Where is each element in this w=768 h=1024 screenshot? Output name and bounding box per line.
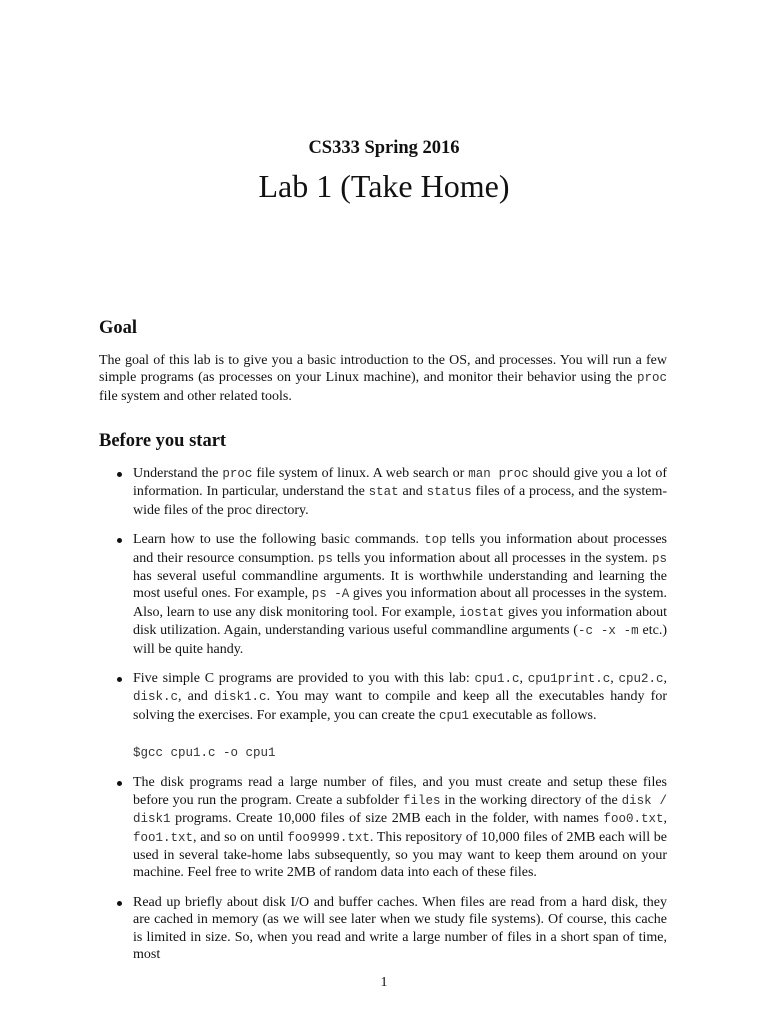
inline-code: proc	[222, 467, 253, 481]
inline-code: cpu1	[438, 708, 469, 723]
course-name: CS333 Spring 2016	[308, 138, 460, 158]
list-item	[117, 774, 667, 881]
list-item-text: files of a process, and the system-wide files of the proc directory.	[133, 484, 667, 518]
inline-code: -c -x -m	[577, 624, 639, 639]
list-item-text: in the working directory of the	[440, 792, 622, 808]
inline-code: foo9999.txt	[287, 830, 370, 845]
list-item-text: , and	[178, 689, 215, 705]
list-item-text: has several useful commandline arguments. It is worthwhile understanding and learning the most useful ones. For example,	[133, 569, 667, 602]
page-number: 1	[380, 975, 388, 990]
command-example: $gcc cpu1.c -o cpu1	[133, 746, 276, 761]
list-item-text: The disk programs read a large number of files, and you must create and setup these files before you run the program. Create a subfolder	[133, 775, 667, 808]
list-item	[117, 894, 667, 964]
goal-text: The goal of this lab is to give you a basic introduction to the OS, and processes. You will run a few simple programs (as processes on your Linux machine), and monitor their behavior using the	[99, 353, 667, 386]
inline-code: files	[403, 793, 441, 808]
inline-code: cpu2.c	[618, 672, 664, 687]
bullet-icon	[117, 677, 122, 682]
list-item-text: Read up briefly about disk I/O and buffer caches. When files are read from a hard disk, they are cached in memory (as we will see later when we study file systems). Of course, this cache is limited in size. So, when you read and write a large number of files in a short span of time, most	[133, 894, 667, 962]
list-item-text: file system of linux. A web search or	[252, 466, 469, 481]
bullet-icon	[117, 472, 122, 477]
inline-code: man proc	[468, 467, 529, 481]
inline-code: ps	[317, 551, 333, 566]
list-item-text: ,	[663, 811, 667, 827]
list-item-text: tells you information about processes and their resource consumption.	[133, 532, 667, 566]
list-item-text: . You may want to compile and keep all the executables handy for solving the exercises. For example, you can create the	[133, 689, 667, 723]
list-item-text: ,	[519, 671, 528, 687]
inline-code: ps -A	[311, 587, 350, 602]
inline-code: foo0.txt	[603, 812, 664, 827]
inline-code: stat	[368, 485, 399, 500]
inline-code: status	[426, 485, 472, 500]
inline-code: foo1.txt	[133, 830, 194, 845]
page-title: Lab 1 (Take Home)	[258, 168, 510, 204]
list-item-text: and	[398, 484, 427, 500]
list-item-text: programs. Create 10,000 files of size 2MB each in the folder, with names	[170, 811, 604, 827]
list-item-text: . This repository of 10,000 files of 2MB each will be used in several take-home labs subsequently, so you may want to keep them around on your machine. Feel free to write 2MB of random data into each of these files.	[133, 829, 667, 881]
bullet-icon	[117, 781, 122, 786]
list-item-text: Understand the	[133, 466, 223, 481]
goal-text-end: file system and other related tools.	[99, 388, 292, 404]
inline-code: iostat	[459, 605, 505, 620]
before-you-start-list	[117, 465, 667, 975]
list-item-text: ,	[610, 671, 619, 687]
list-item-text: , and so on until	[193, 829, 288, 845]
goal-heading: Goal	[99, 318, 138, 338]
list-item-text: gives you information about all processes in the system. Also, learn to use any disk monitoring tool. For example,	[133, 586, 667, 620]
list-item	[117, 531, 667, 658]
inline-code: cpu1print.c	[527, 672, 611, 687]
list-item-text: executable as follows.	[468, 707, 597, 723]
goal-paragraph	[99, 352, 667, 405]
inline-code: cpu1.c	[474, 672, 520, 687]
bullet-icon	[117, 901, 122, 906]
list-item-text: etc.) will be quite handy.	[133, 623, 667, 657]
list-item-text: tells you information about all processes in the system.	[332, 550, 652, 566]
inline-code: top	[424, 533, 447, 548]
inline-code: ps	[651, 551, 667, 566]
list-item-text: Five simple C programs are provided to you with this lab:	[133, 671, 475, 687]
list-item-text: ,	[663, 671, 668, 687]
inline-code: disk1.c	[214, 690, 267, 705]
list-item-text: gives you information about disk utilization. Again, understanding various useful commandline arguments (	[133, 604, 667, 639]
before-you-start-heading: Before you start	[99, 431, 227, 451]
inline-code: disk / disk1	[133, 793, 668, 827]
bullet-icon	[117, 538, 122, 543]
list-item-text: Learn how to use the following basic commands.	[133, 532, 425, 548]
list-item-text: should give you a lot of information. In particular, understand the	[133, 466, 667, 500]
list-item	[117, 465, 667, 519]
goal-code-proc: proc	[636, 371, 667, 386]
list-item	[117, 670, 667, 762]
inline-code: disk.c	[133, 690, 179, 705]
